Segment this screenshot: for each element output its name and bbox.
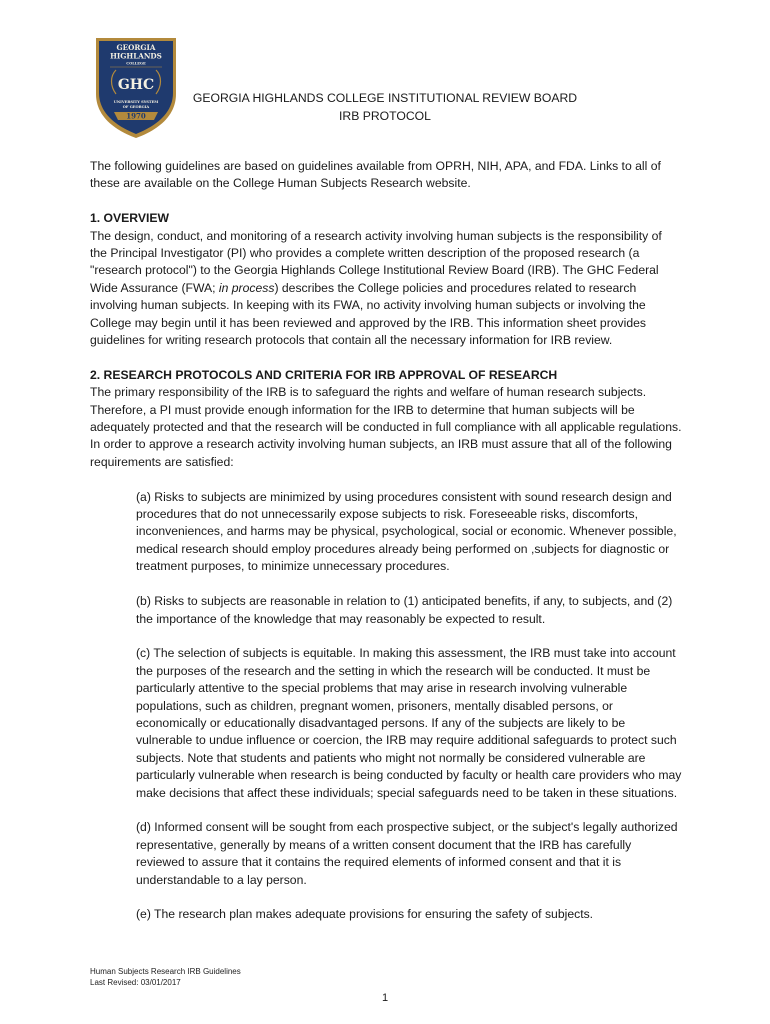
logo-line3: COLLEGE bbox=[126, 61, 146, 66]
section-1-paragraph bbox=[90, 228, 682, 350]
footer-doc-title: Human Subjects Research IRB Guidelines bbox=[90, 967, 241, 976]
logo-year: 1970 bbox=[126, 111, 146, 121]
document-subtitle: IRB PROTOCOL bbox=[339, 108, 431, 123]
logo-usg-line2: OF GEORGIA bbox=[122, 105, 150, 109]
intro-paragraph: The following guidelines are based on guidelines available from OPRH, NIH, APA, and FDA. Links to all of these are available on the College Human Subjects Research website. bbox=[90, 159, 661, 191]
logo-usg-line1: UNIVERSITY SYSTEM bbox=[113, 100, 159, 104]
document-title: GEORGIA HIGHLANDS COLLEGE INSTITUTIONAL REVIEW BOARD bbox=[192, 91, 578, 105]
logo-line2: HIGHLANDS bbox=[110, 51, 162, 61]
document-body bbox=[90, 158, 682, 941]
section-2-paragraph: The primary responsibility of the IRB is to safeguard the rights and welfare of human research subjects. Therefore, a PI must provide enough information for the IRB to determine that human subjects will be adequately protected and that the research will be conducted in full compliance with all applicable regulations. In order to approve a research activity involving human subjects, an IRB must assure that all of the following requirements are satisfied: bbox=[90, 385, 682, 469]
page-footer bbox=[90, 966, 241, 988]
section-1-text-b: ) describes the College policies and procedures related to research involving human subjects. In keeping with its FWA, no activity involving human subjects or involving the College may begin until it has been reviewed and approved by the IRB. This information sheet provides guidelines for writing research protocols that contain all the necessary information for IRB review. bbox=[90, 280, 646, 348]
requirement-c: (c) The selection of subjects is equitable. In making this assessment, the IRB must take into account the purposes of the research and the setting in which the research will be conducted. It must be particularly attentive to the special problems that may arise in research involving vulnerable populations, such as children, pregnant women, prisoners, mentally disabled persons, or economically or educationally disadvantaged persons. If any of the subjects are likely to be vulnerable to undue influence or coercion, the IRB may require additional safeguards to protect such subjects. Note that students and patients who might not normally be considered vulnerable are particularly vulnerable when research is being conducted by faculty or health care providers who may make decisions that affect these individuals; special safeguards need to be taken in these situations. bbox=[136, 646, 682, 800]
page-number: 1 bbox=[381, 992, 389, 1004]
section-1-italic: in process bbox=[218, 280, 275, 295]
requirement-d: (d) Informed consent will be sought from each prospective subject, or the subject's legally authorized representative, generally by means of a written consent document that the IRB has carefully reviewed to assure that it contains the required elements of informed consent and that it is understandable to a lay person. bbox=[136, 820, 678, 887]
footer-revised-date: Last Revised: 03/01/2017 bbox=[90, 978, 181, 987]
document-header bbox=[150, 90, 620, 125]
logo-monogram: GHC bbox=[117, 77, 155, 93]
requirement-a: (a) Risks to subjects are minimized by using procedures consistent with sound research design and procedures that do not unnecessarily expose subjects to risk. Foreseeable risks, discomforts, inconveniences, and harms may be physical, psychological, social or economic. Whenever possible, medical research should employ procedures already being performed on ,subjects for diagnostic or treatment purposes, to minimize unnecessary procedures. bbox=[136, 489, 677, 574]
requirement-e: (e) The research plan makes adequate provisions for ensuring the safety of subjects. bbox=[136, 907, 594, 922]
section-2-heading: 2. RESEARCH PROTOCOLS AND CRITERIA FOR IRB APPROVAL OF RESEARCH bbox=[90, 367, 558, 382]
section-1-heading: 1. OVERVIEW bbox=[90, 211, 170, 226]
section-1-text-a: The design, conduct, and monitoring of a research activity involving human subjects is the responsibility of the Principal Investigator (PI) who provides a complete written description of the proposed research (a "research protocol") to the Georgia Highlands College Institutional Review Board (IRB). The GHC Federal Wide Assurance (FWA; bbox=[90, 228, 662, 295]
logo-line1: GEORGIA bbox=[116, 43, 156, 52]
requirement-b: (b) Risks to subjects are reasonable in relation to (1) anticipated benefits, if any, to subjects, and (2) the importance of the knowledge that may reasonably be expected to result. bbox=[136, 594, 673, 626]
